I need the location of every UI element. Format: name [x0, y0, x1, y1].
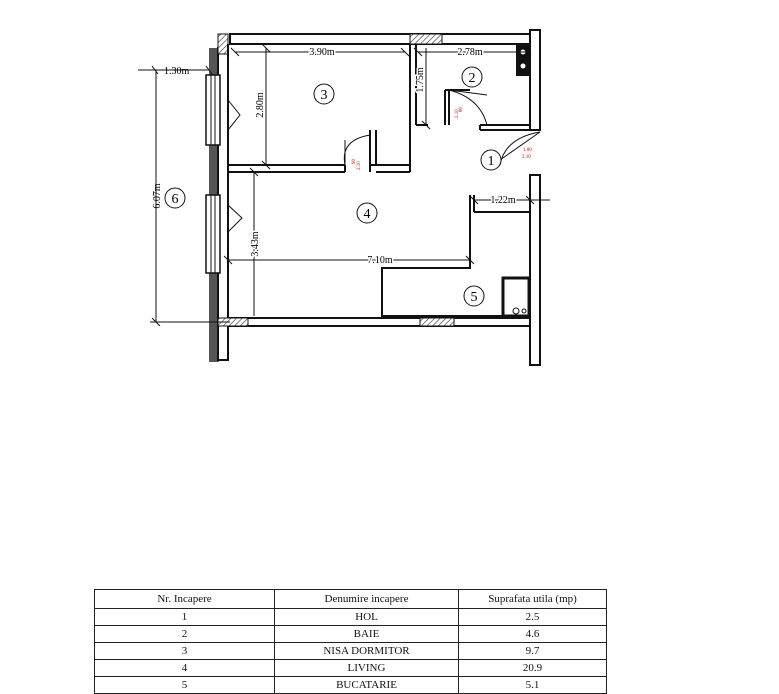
table-cell: LIVING — [275, 660, 459, 677]
table-row — [95, 677, 607, 694]
bedroom-door-label-b: 2.10 — [357, 161, 362, 170]
bath-door — [449, 90, 487, 125]
table-cell: 20.9 — [459, 660, 607, 677]
table-cell: 4 — [95, 660, 275, 677]
kitchen-counter — [382, 212, 530, 316]
column-header-room-number: Nr. Incapere — [95, 590, 275, 609]
room-number-2: 2 — [468, 71, 476, 86]
table-cell: 3 — [95, 643, 275, 660]
table-row — [95, 660, 607, 677]
bath-door-label-a: 80 — [459, 107, 464, 112]
table-cell: 4.6 — [459, 626, 607, 643]
room-number-3: 3 — [320, 88, 328, 103]
entry-door-label-b: 2.10 — [522, 155, 531, 160]
table-cell: 2 — [95, 626, 275, 643]
room-number-6: 6 — [171, 192, 179, 207]
room-number-4: 4 — [363, 207, 371, 222]
column-header-area: Suprafata utila (mp) — [459, 590, 607, 609]
bedroom-door-label-a: 90 — [352, 159, 357, 164]
dim-room2-width: 2.78m — [457, 47, 483, 58]
dim-room3-height: 2.80m — [255, 92, 266, 118]
interior-walls — [228, 44, 530, 318]
table-cell: 5 — [95, 677, 275, 694]
top-wall — [230, 34, 540, 44]
table-cell: 5.1 — [459, 677, 607, 694]
table-cell: 2.5 — [459, 609, 607, 626]
rooms-table — [94, 589, 607, 694]
table-cell: HOL — [275, 609, 459, 626]
dim-left-offset: 1.30m — [164, 66, 190, 77]
table-row — [95, 609, 607, 626]
room-number-1: 1 — [487, 154, 495, 169]
bath-fixture — [516, 44, 530, 76]
table-header-row — [95, 590, 607, 609]
entry-door-label-a: 1.00 — [523, 148, 532, 153]
table-cell: NISA DORMITOR — [275, 643, 459, 660]
dim-room3-width: 3.90m — [309, 47, 335, 58]
left-facade-wall — [206, 34, 228, 362]
dim-living-height: 3.43m — [250, 231, 261, 257]
bedroom-door — [344, 135, 370, 165]
dim-living-width: 7.10m — [367, 255, 393, 266]
bath-door-label-b: 2.10 — [455, 109, 460, 118]
table-cell: BAIE — [275, 626, 459, 643]
dim-room2-height: 1.75m — [415, 67, 426, 93]
table-cell: BUCATARIE — [275, 677, 459, 694]
right-wall — [530, 30, 540, 365]
table-cell: 9.7 — [459, 643, 607, 660]
table-row — [95, 643, 607, 660]
bottom-wall — [218, 318, 530, 326]
dim-hall-width: 1.22m — [490, 195, 516, 206]
table-row — [95, 626, 607, 643]
column-header-room-name: Denumire incapere — [275, 590, 459, 609]
room-number-5: 5 — [470, 290, 478, 305]
table-cell: 1 — [95, 609, 275, 626]
entry-door — [500, 132, 540, 165]
dimension-lines — [138, 44, 550, 326]
dim-total-height: 6.07m — [152, 183, 163, 209]
